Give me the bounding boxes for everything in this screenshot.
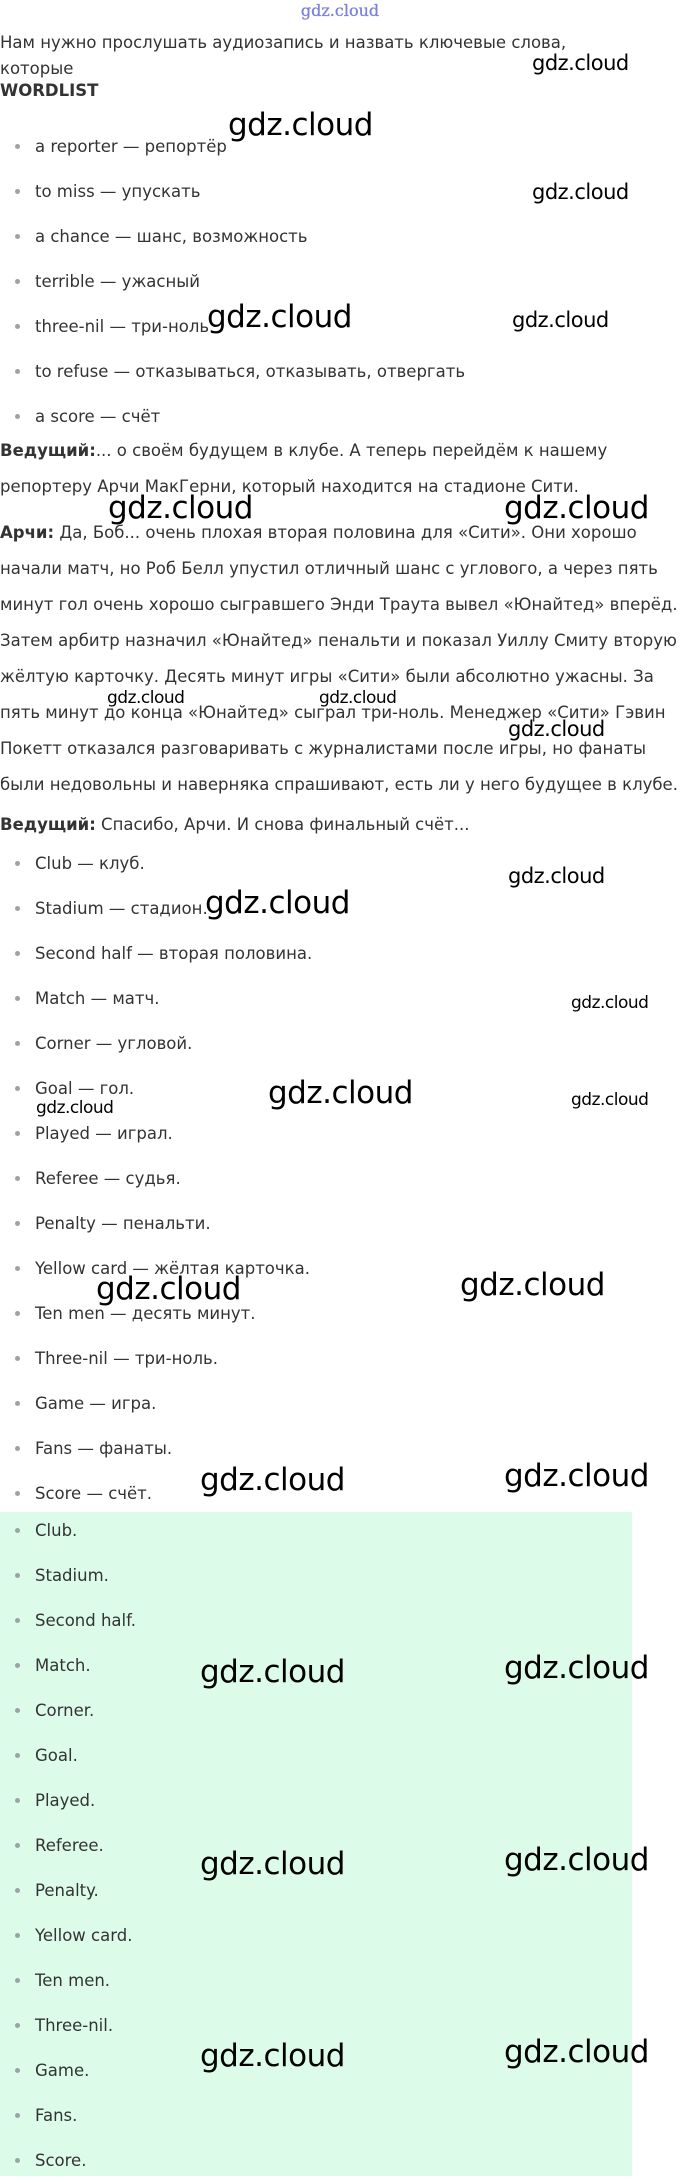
watermark: gdz.cloud [504,2034,649,2070]
wordlist-item: a score — счёт [0,394,680,439]
keyword-item: Second half — вторая половина. [0,931,680,976]
wordlist [0,124,680,439]
keyword-item: Stadium — стадион. [0,886,680,931]
keyword-item: Game — игра. [0,1381,680,1426]
keyword-item: Played — играл. [0,1111,680,1156]
watermark: gdz.cloud [504,1842,649,1878]
answer-item: Referee. [0,1823,680,1868]
keyword-item: Fans — фанаты. [0,1426,680,1471]
watermark: gdz.cloud [200,1846,345,1882]
watermark: gdz.cloud [504,490,649,526]
speaker-label: Арчи: [0,523,55,542]
answer-item: Stadium. [0,1553,680,1598]
keyword-item: Penalty — пенальти. [0,1201,680,1246]
answer-item: Score. [0,2138,680,2183]
watermark: gdz.cloud [268,1075,413,1111]
keyword-item: Goal — гол. [0,1066,680,1111]
answer-item: Fans. [0,2093,680,2138]
wordlist-item: terrible — ужасный [0,259,680,304]
watermark: gdz.cloud [508,717,605,741]
paragraph-text: Спасибо, Арчи. И снова финальный счёт... [95,815,470,834]
answer-item: Match. [0,1643,680,1688]
watermark: gdz.cloud [504,1650,649,1686]
answer-item: Ten men. [0,1958,680,2003]
keyword-item: Referee — судья. [0,1156,680,1201]
answer-item: Goal. [0,1733,680,1778]
keyword-item: Corner — угловой. [0,1021,680,1066]
watermark: gdz.cloud [508,864,605,888]
watermark: gdz.cloud [96,1271,241,1307]
keyword-item: Club — клуб. [0,841,680,886]
keyword-item: Match — матч. [0,976,680,1021]
wordlist-item: to refuse — отказываться, отказывать, отвергать [0,349,680,394]
watermark: gdz.cloud [571,1090,649,1110]
answer-item: Game. [0,2048,680,2093]
site-logo[interactable]: gdz.cloud [300,1,380,20]
wordlist-item: three-nil — три-ноль [0,304,680,349]
keyword-item: Three-nil — три-ноль. [0,1336,680,1381]
keywords-list [0,841,680,1516]
answer-item: Played. [0,1778,680,1823]
paragraph-text: Да, Боб... очень плохая вторая половина для «Сити». Они хорошо начали матч, но Роб Белл упустил отличный шанс с углового, а через пять минут гол очень хорошо сыгравшего Энди Траута вывел «Юнайтед» вперёд. Затем арбитр назначил «Юнайтед» пенальти и показал Уиллу Смиту вторую жёлтую карточку. Десять минут игры «Сити» были абсолютно ужасны. За пять минут до конца «Юнайтед» сыграл три-ноль. Менеджер «Сити» Гэвин Покетт отказался разговаривать с журналистами после игры, но фанаты были недовольны и наверняка спрашивают, есть ли у него будущее в клубе. [0,523,678,794]
transcript-paragraph [0,811,680,839]
answer-item: Penalty. [0,1868,680,1913]
wordlist-item: a reporter — репортёр [0,124,680,169]
intro-text: Нам нужно прослушать аудиозапись и назвать ключевые слова, которые [0,33,567,78]
speaker-label: Ведущий: [0,815,96,834]
paragraph-text: ... о своём будущем в клубе. А теперь перейдём к нашему репортеру Арчи МакГерни, который находится на стадионе Сити. [0,441,608,496]
wordlist-item: to miss — упускать [0,169,680,214]
speaker-label: Ведущий: [0,441,96,460]
answer-item: Second half. [0,1598,680,1643]
watermark: gdz.cloud [512,308,609,332]
answer-item: Yellow card. [0,1913,680,1958]
keyword-item: Score — счёт. [0,1471,680,1516]
watermark: gdz.cloud [532,51,629,75]
watermark: gdz.cloud [36,1098,114,1118]
watermark: gdz.cloud [532,180,629,204]
watermark: gdz.cloud [108,490,253,526]
keyword-item: Ten men — десять минут. [0,1291,680,1336]
watermark: gdz.cloud [200,2038,345,2074]
wordlist-item: a chance — шанс, возможность [0,214,680,259]
watermark: gdz.cloud [200,1654,345,1690]
watermark: gdz.cloud [107,688,185,708]
answer-item: Corner. [0,1688,680,1733]
watermark: gdz.cloud [200,1462,345,1498]
transcript-paragraph [0,515,680,803]
watermark: gdz.cloud [460,1267,605,1303]
answer-item: Club. [0,1508,680,1553]
answer-item: Three-nil. [0,2003,680,2048]
watermark: gdz.cloud [571,993,649,1013]
watermark: gdz.cloud [228,107,373,143]
wordlist-heading: WORDLIST [0,81,99,100]
watermark: gdz.cloud [504,1458,649,1494]
watermark: gdz.cloud [205,885,350,921]
keyword-item: Yellow card — жёлтая карточка. [0,1246,680,1291]
watermark: gdz.cloud [319,688,397,708]
watermark: gdz.cloud [207,299,352,335]
